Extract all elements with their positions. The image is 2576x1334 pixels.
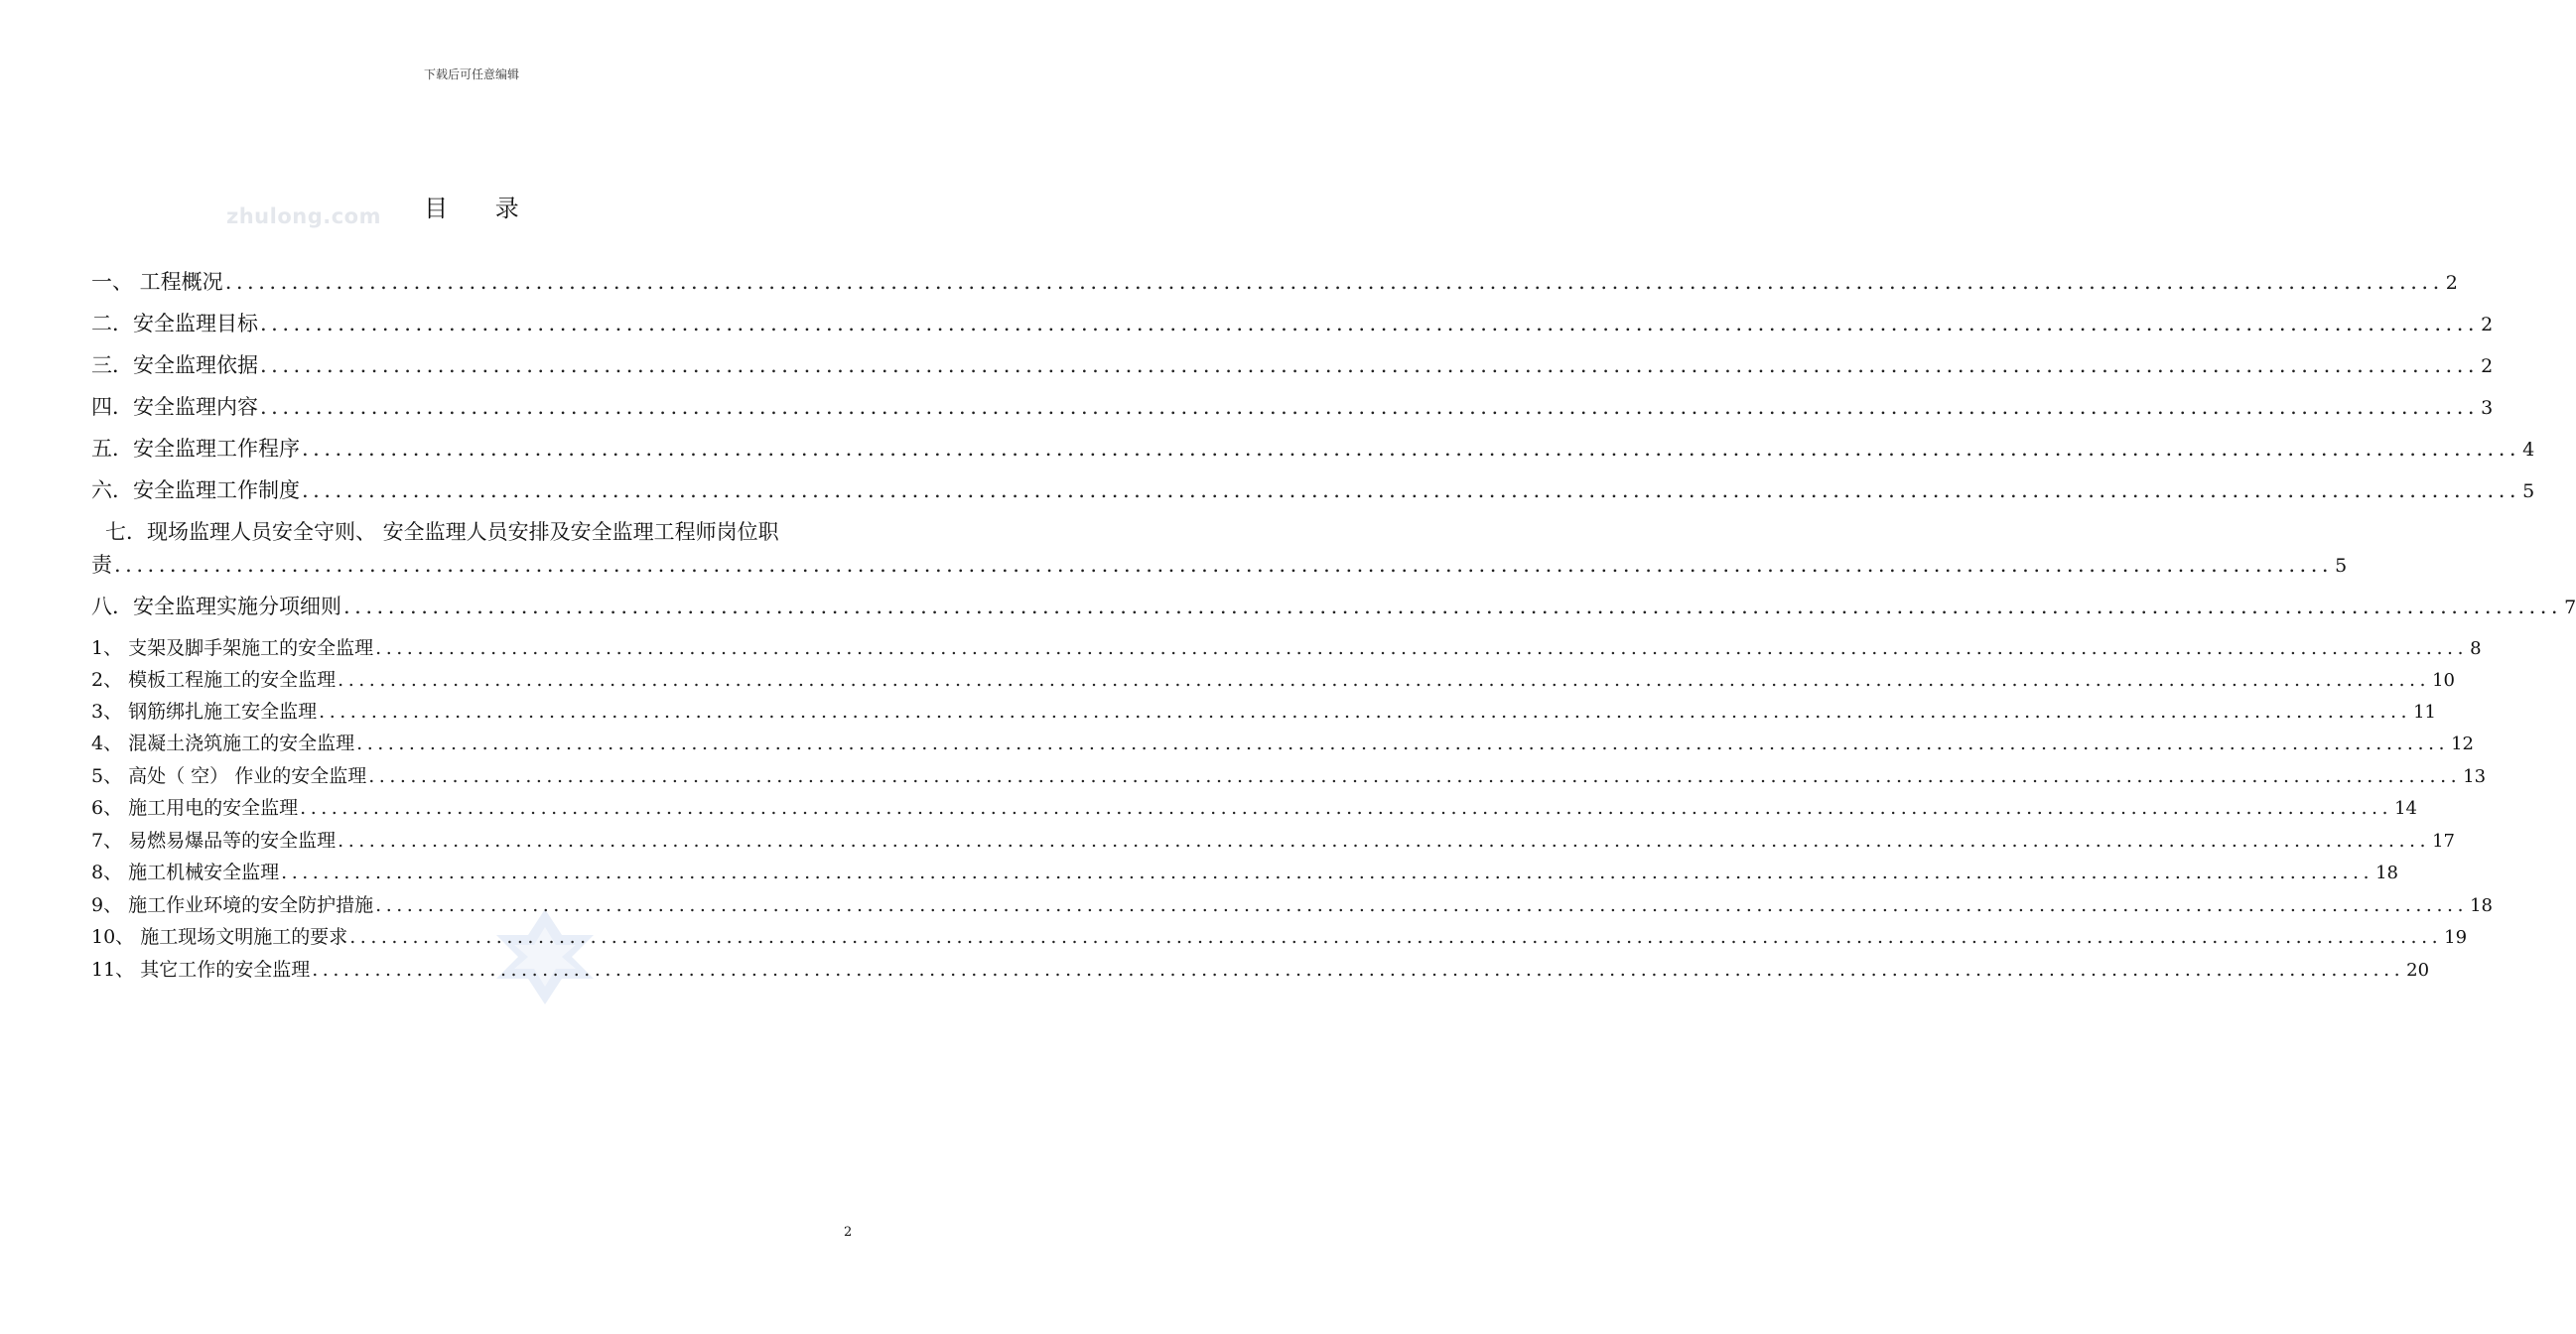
toc-sub-entry[interactable] xyxy=(91,761,2487,788)
toc-sub-entry[interactable] xyxy=(91,633,2482,660)
toc-entry-label: 一、 工程概况 xyxy=(91,270,223,294)
toc-sub-label xyxy=(91,761,366,788)
watermark-text: zhulong.com xyxy=(226,204,381,228)
toc-leader-dots: ........................................................................................................................................................................................................ xyxy=(260,353,2480,377)
toc-entry[interactable] xyxy=(91,549,2348,579)
toc-sub-entry[interactable] xyxy=(91,955,2430,982)
toc-leader-dots: ........................................................................................................................................................................................................ xyxy=(281,862,2374,883)
toc-sub-label xyxy=(91,793,298,820)
toc-entry[interactable] xyxy=(91,391,2494,421)
toc-sub-number: 1、 xyxy=(91,637,123,659)
toc-sub-entry[interactable] xyxy=(91,729,2474,755)
toc-leader-dots: ........................................................................................................................................................................................................ xyxy=(260,312,2480,335)
toc-sub-text: 混凝土浇筑施工的安全监理 xyxy=(128,733,355,754)
toc-sub-label xyxy=(91,890,373,917)
toc-sub-text: 施工用电的安全监理 xyxy=(128,797,299,819)
toc-sub-page: 10 xyxy=(2432,670,2455,691)
toc-sub-label xyxy=(91,697,317,724)
toc-entry-label: 二．安全监理目标 xyxy=(91,312,258,335)
toc-leader-dots: ........................................................................................................................................................................................................ xyxy=(338,830,2431,852)
toc-sub-text: 高处（ 空） 作业的安全监理 xyxy=(128,765,367,787)
toc-sub-page: 8 xyxy=(2470,638,2482,659)
toc-sub-label xyxy=(91,633,373,660)
toc-sub-number: 7、 xyxy=(91,830,123,852)
toc-sub-page: 17 xyxy=(2432,831,2455,852)
toc-entry[interactable] xyxy=(91,349,2494,379)
toc-sub-text: 钢筋绑扎施工安全监理 xyxy=(128,701,318,723)
toc-sub-number: 4、 xyxy=(91,733,123,754)
toc-entry-label: 五．安全监理工作程序 xyxy=(91,437,300,461)
toc-sub-number: 6、 xyxy=(91,797,123,819)
toc-sub-label xyxy=(91,665,336,692)
toc-entry-page: 5 xyxy=(2522,480,2535,502)
toc-entry[interactable] xyxy=(91,266,2458,296)
toc-entry-page: 5 xyxy=(2335,555,2348,577)
toc-entry-page: 2 xyxy=(2445,272,2458,294)
toc-title: 目 录 xyxy=(424,195,539,222)
toc-sub-entry[interactable] xyxy=(91,665,2455,692)
toc-leader-dots: ........................................................................................................................................................................................................ xyxy=(302,478,2521,502)
toc-entry[interactable] xyxy=(91,591,2576,620)
toc-sub-number: 10、 xyxy=(91,926,135,948)
toc-sub-entry[interactable] xyxy=(91,858,2398,884)
toc-sub-number: 3、 xyxy=(91,701,123,723)
toc-entry[interactable] xyxy=(91,433,2535,463)
toc-sub-page: 20 xyxy=(2406,960,2430,981)
header-note: 下载后可任意编辑 xyxy=(423,67,519,81)
toc-sub-page: 13 xyxy=(2463,766,2487,787)
toc-leader-dots: ........................................................................................................................................................................................................ xyxy=(302,437,2521,461)
toc-sub-page: 11 xyxy=(2413,702,2436,723)
toc-sub-number: 11、 xyxy=(91,959,135,981)
toc-leader-dots: ........................................................................................................................................................................................................ xyxy=(343,595,2563,618)
toc-sub-label xyxy=(91,955,310,982)
toc-entry-page: 2 xyxy=(2481,314,2494,335)
toc-leader-dots: ........................................................................................................................................................................................................ xyxy=(260,395,2480,419)
toc-entry[interactable] xyxy=(91,308,2494,337)
toc-leader-dots: ........................................................................................................................................................................................................ xyxy=(300,797,2393,819)
toc-sub-entry[interactable] xyxy=(91,922,2468,949)
toc-sub-page: 12 xyxy=(2451,734,2474,754)
toc-leader-dots: ........................................................................................................................................................................................................ xyxy=(375,894,2469,916)
toc-sub-page: 18 xyxy=(2470,895,2493,916)
toc-sub-text: 模板工程施工的安全监理 xyxy=(128,669,337,691)
toc-sub-label xyxy=(91,858,279,884)
toc-entry-label: 六．安全监理工作制度 xyxy=(91,478,300,502)
toc-sub-page: 19 xyxy=(2444,927,2468,948)
toc-entry[interactable] xyxy=(91,474,2535,504)
toc-sub-number: 5、 xyxy=(91,765,123,787)
toc-sub-entry[interactable] xyxy=(91,890,2493,917)
toc-leader-dots: ........................................................................................................................................................................................................ xyxy=(338,669,2431,691)
toc-sub-label xyxy=(91,729,354,755)
toc-sub-text: 其它工作的安全监理 xyxy=(140,959,311,981)
toc-sub-entry[interactable] xyxy=(91,697,2436,724)
toc-leader-dots: ........................................................................................................................................................................................................ xyxy=(349,926,2443,948)
toc-sub-text: 施工作业环境的安全防护措施 xyxy=(128,894,374,916)
toc-sub-entry[interactable] xyxy=(91,793,2417,820)
toc-sub-text: 施工机械安全监理 xyxy=(128,862,280,883)
toc-sub-page: 14 xyxy=(2394,798,2417,819)
toc-sub-label xyxy=(91,922,347,949)
toc-sub-text: 支架及脚手架施工的安全监理 xyxy=(128,637,374,659)
toc-sub-entry[interactable] xyxy=(91,826,2455,853)
toc-leader-dots: ........................................................................................................................................................................................................ xyxy=(224,270,2444,294)
toc-sub-text: 易燃易爆品等的安全监理 xyxy=(128,830,337,852)
toc-leader-dots: ........................................................................................................................................................................................................ xyxy=(375,637,2469,659)
toc-leader-dots: ........................................................................................................................................................................................................ xyxy=(312,959,2405,981)
toc-entry-page: 7 xyxy=(2564,597,2576,618)
toc-leader-dots: ........................................................................................................................................................................................................ xyxy=(114,553,2334,577)
toc-entry-label: 三．安全监理依据 xyxy=(91,353,258,377)
toc-leader-dots: ........................................................................................................................................................................................................ xyxy=(356,733,2450,754)
toc-sub-number: 8、 xyxy=(91,862,123,883)
toc-entry-label: 四．安全监理内容 xyxy=(91,395,258,419)
toc-entry-label: 八．安全监理实施分项细则 xyxy=(91,595,341,618)
toc-entry-seven-line1[interactable]: 七．现场监理人员安全守则、 安全监理人员安排及安全监理工程师岗位职 xyxy=(105,520,779,544)
toc-entry-label: 责 xyxy=(91,553,112,577)
toc-leader-dots: ........................................................................................................................................................................................................ xyxy=(319,701,2412,723)
footer-page-number: 2 xyxy=(844,1225,853,1240)
toc-sub-page: 18 xyxy=(2375,863,2398,883)
toc-leader-dots: ........................................................................................................................................................................................................ xyxy=(368,765,2462,787)
toc-entry-page: 4 xyxy=(2522,439,2535,461)
toc-sub-text: 施工现场文明施工的要求 xyxy=(140,926,348,948)
toc-sub-number: 2、 xyxy=(91,669,123,691)
toc-sub-label xyxy=(91,826,336,853)
toc-entry-page: 3 xyxy=(2481,397,2494,419)
toc-sub-number: 9、 xyxy=(91,894,123,916)
toc-entry-page: 2 xyxy=(2481,355,2494,377)
